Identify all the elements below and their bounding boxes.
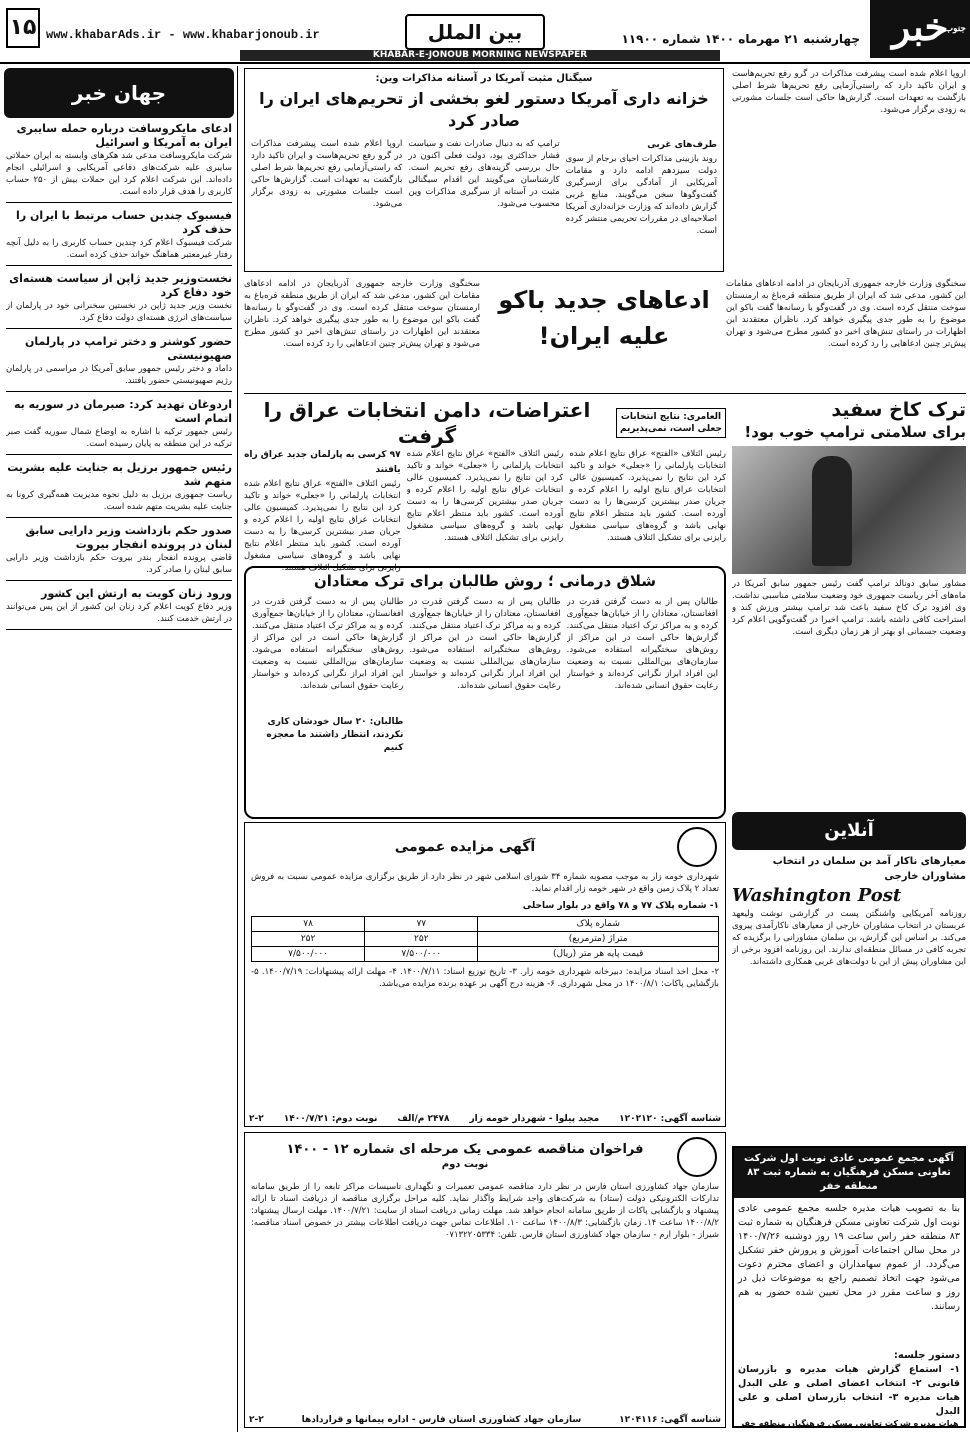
table-row: [252, 947, 719, 962]
taliban-subhead: طالبان: ۲۰ سال خودشان کاری نکردند، انتظار داشتند ما معجزه کنیم: [266, 717, 404, 753]
world-news-sidebar: [4, 68, 234, 1430]
table-header-row: [252, 917, 719, 932]
table-header-cell: شماره پلاک: [478, 917, 719, 932]
auction-table-caption: ۱- شماره پلاک ۷۷ و ۷۸ واقع در بلوار ساحلی: [522, 901, 719, 911]
online-title: آنلاین: [732, 812, 966, 850]
auction-ad: [244, 822, 726, 1127]
taliban-headline: شلاق درمانی ؛ روش طالبان برای ترک معتادان: [313, 572, 657, 590]
assembly-footer: هیات مدیره شرکت تعاونی مسکن فرهنگیان منطقه خفر: [739, 1419, 959, 1428]
sidebar-news-item: [6, 461, 232, 518]
azerbaijan-story: [244, 278, 966, 390]
table-cell: متراژ (مترمربع): [478, 932, 719, 947]
auction-footer-id: شناسه آگهی: ۱۲۰۲۱۲۰: [619, 1114, 721, 1124]
azerbaijan-headline: ادعاهای جدید باکو علیه ایران!: [498, 286, 710, 350]
auction-footer-date: نوبت دوم: ۱۴۰۰/۷/۲۱: [283, 1114, 378, 1124]
taliban-body-col3: طالبان پس از به دست گرفتن قدرت در افغانستان، معتادان را از خیابان‌ها جمع‌آوری کرده و به مراکز ترک اعتیاد منتقل می‌کنند. گزارش‌ها حاکی است در این مراکز از روش‌های سختگیرانه استفاده می‌شود. سازمان‌های بین‌المللی نسبت به وضعیت این افراد ابراز نگرانی کرده‌اند و خواستار رعایت حقوق انسانی شده‌اند.: [252, 597, 404, 691]
sidebar-divider: [237, 66, 238, 1432]
trump-body: مشاور سابق دونالد ترامپ گفت رئیس جمهور سابق آمریکا در ماه‌های آخر ریاست جمهوری خود وضعیت سلامتی مناسبی نداشت. وی افزود ترک کاخ سفید باعث شد ترامپ بیشتر ورزش کند و استراحت کافی داشته باشد. ترامپ اخیرا در گفت‌وگویی اعلام کرد وضعیت جسمانی او بهتر از هر زمان دیگری است.: [732, 579, 966, 637]
sidebar-news-item: [6, 272, 232, 329]
sidebar-item-headline: ادعای مایکروسافت درباره حمله سایبری ایران به آمریکا و اسرائیل: [16, 122, 232, 149]
sidebar-news-item: [6, 587, 232, 630]
azerbaijan-body-left: سخنگوی وزارت خارجه جمهوری آذربایجان در ادامه ادعاهای مقامات این کشور، مدعی شد که ایران از طریق منطقه قره‌باغ به ارمنستان سوخت منتقل کرده است. وی در گفت‌وگو با رسانه‌ها گفت باکو این موضوع را به طور جدی پیگیری خواهد کرد. ناظران معتقدند این اظهارات در راستای تنش‌های اخیر دو کشور مطرح می‌شود و تهران پیش‌تر چنین ادعاهایی را رد کرده است.: [244, 279, 480, 349]
auction-footer-code: ۲۴۷۸ م/الف: [397, 1114, 450, 1124]
lead-body-col2: ترامپ که به دنبال صادرات نفت و سیاست فشار حداکثری بود، دولت فعلی اکنون در حال بررسی گزینه‌های رفع تحریم است. کارشناسان می‌گویند این اقدام سیگنالی مثبت در آستانه از سرگیری مذاکرات وین محسوب می‌شود.: [408, 139, 560, 209]
sidebar-item-body: داماد و دختر رئیس جمهور سابق آمریکا در مراسمی در پارلمان رژیم صهیونیستی حضور یافتند.: [6, 364, 232, 386]
sidebar-item-headline: ورود زنان کویت به ارتش این کشور: [41, 587, 232, 600]
page-number: ۱۵: [6, 8, 40, 48]
logo-text: خبر: [892, 4, 948, 49]
newspaper-logo: [870, 0, 970, 58]
sidebar-item-body: وزیر دفاع کویت اعلام کرد زنان این کشور از این پس می‌توانند در ارتش خدمت کنند.: [6, 602, 232, 624]
table-row: [252, 932, 719, 947]
taliban-body-col1: طالبان پس از به دست گرفتن قدرت در افغانستان، معتادان را از خیابان‌ها جمع‌آوری کرده و به مراکز ترک اعتیاد منتقل می‌کنند. گزارش‌ها حاکی است در این مراکز از روش‌های سختگیرانه استفاده می‌شود. سازمان‌های بین‌المللی نسبت به وضعیت این افراد ابراز نگرانی کرده‌اند و خواستار رعایت حقوق انسانی شده‌اند.: [566, 597, 718, 691]
sidebar-title: جهان خبر: [4, 68, 234, 118]
tender-ad: [244, 1132, 726, 1428]
tender-footer-id: شناسه آگهی: ۱۲۰۴۱۱۶: [619, 1415, 721, 1425]
auction-title: آگهی مزایده عمومی: [394, 838, 536, 855]
trump-headline-line1: ترک کاخ سفید: [831, 399, 966, 421]
table-header-cell: ۷۷: [365, 917, 478, 932]
iraq-body-col3: رئیس ائتلاف «الفتح» عراق نتایج اعلام شده انتخابات پارلمانی را «جعلی» خواند و تاکید کرد این نتایج را نمی‌پذیرد. کمیسیون عالی انتخابات عراق نتایج اولیه را اعلام کرده و جریان صدر بیشترین کرسی‌ها را به دست آورده است. کشور باید منتظر اعلام نتایج نهایی باشد و گروه‌های سیاسی مشغول رایزنی برای تشکیل ائتلاف هستند.: [243, 479, 401, 572]
tender-footer-num: ۲-۲: [249, 1415, 264, 1425]
sidebar-item-headline: رئیس جمهور برزیل به جنایت علیه بشریت متهم شد: [7, 461, 232, 488]
tender-subtitle: نوبت دوم: [441, 1159, 489, 1170]
divider: [244, 393, 966, 394]
tender-body: سازمان جهاد کشاورزی استان فارس در نظر دارد مناقصه عمومی تعمیرات و نگهداری تاسیسات مراکز تابعه را از طریق سامانه تدارکات الکترونیکی دولت (ستاد) به شرکت‌های واجد شرایط واگذار نماید. کلیه مراحل برگزاری مناقصه از دریافت اسناد تا ارائه پیشنهاد و بازگشایی پاکات از طریق سامانه انجام خواهد شد. مهلت زمانی دریافت اسناد از سایت: ۱۴۰۰/۷/۲۱. مهلت ارسال پیشنهاد: ۱۴۰۰/۸/۲ ساعت ۱۴. زمان بازگشایی: ۱۴۰۰/۸/۳ ساعت ۱۰. اطلاعات تماس جهت دریافت اطلاعات بیشتر در خصوص اسناد مناقصه: شیراز - بلوار ارم - سازمان جهاد کشاورزی استان فارس. تلفن: ۰۷۱۳۲۲۰۵۳۳۴: [251, 1182, 720, 1240]
website-urls[interactable]: www.khabarAds.ir - www.khabarjonoub.ir: [46, 28, 320, 42]
lead-body-col1: روند بازبینی مذاکرات احیای برجام از سوی دولت سیزدهم ادامه دارد و مقامات آمریکایی از آمادگی برای ازسرگیری گفت‌وگوها سخن می‌گویند. منابع غربی گزارش داده‌اند که وزارت خزانه‌داری آمریکا اصلاحیه‌ای در مقررات تحریمی منتشر کرده است.: [565, 154, 717, 236]
online-story: [732, 812, 966, 1142]
lead-kicker: سیگنال مثبت آمریکا در آستانه مذاکرات وین:: [375, 73, 593, 84]
online-headline: معیارهای ناکار آمد بن سلمان در انتخاب مشاوران خارجی: [772, 856, 966, 882]
sidebar-item-headline: حضور کوشنر و دختر ترامپ در پارلمان صهیونیستی: [25, 335, 232, 362]
sidebar-item-body: قاضی پرونده انفجار بندر بیروت حکم بازداشت وزیر دارایی سابق لبنان را صادر کرد.: [6, 553, 232, 575]
sidebar-news-item: [6, 335, 232, 392]
auction-footer: [249, 1114, 721, 1124]
sidebar-news-item: [6, 122, 232, 203]
assembly-agenda-title: دستور جلسه:: [893, 1350, 960, 1361]
sidebar-item-headline: فیسبوک چندین حساب مرتبط با ایران را حذف کرد: [16, 209, 232, 236]
sidebar-news-item: [6, 524, 232, 581]
table-cell: ۲۵۲: [365, 932, 478, 947]
trump-headline-line2: برای سلامتی ترامپ خوب بود!: [744, 423, 966, 441]
iraq-headline: اعتراضات، دامن انتخابات عراق را گرفت: [263, 398, 591, 448]
auction-table: [251, 916, 719, 962]
taliban-story: [244, 566, 726, 819]
english-strip: KHABAR-E-JONOUB MORNING NEWSPAPER: [240, 50, 720, 61]
lead-byline: طرف‌های غربی: [647, 140, 717, 150]
table-header-cell: ۷۸: [252, 917, 365, 932]
sidebar-item-body: شرکت مایکروسافت مدعی شد هکرهای وابسته به ایران حملاتی سایبری علیه شرکت‌های دفاعی آمریکایی و اسرائیلی انجام داده‌اند. این شرکت اعلام کرد این حملات بیش از ۲۵۰ حساب کاربری را هدف قرار داده است.: [6, 151, 232, 197]
tender-footer-org: سازمان جهاد کشاورزی استان فارس - اداره پیمانها و قراردادها: [301, 1415, 582, 1425]
lead-story: [244, 68, 724, 272]
auction-footer-num: ۲-۲: [249, 1114, 264, 1124]
iraq-subhead: ۹۷ کرسی به پارلمان جدید عراق راه یافتند: [244, 450, 401, 475]
sidebar-news-item: [6, 398, 232, 455]
iraq-body-col1: رئیس ائتلاف «الفتح» عراق نتایج اعلام شده انتخابات پارلمانی را «جعلی» خواند و تاکید کرد این نتایج را نمی‌پذیرد. کمیسیون عالی انتخابات عراق نتایج اولیه را اعلام کرده و جریان صدر بیشترین کرسی‌ها را به دست آورده است. کشور باید منتظر اعلام نتایج نهایی باشد و گروه‌های سیاسی مشغول رایزنی برای تشکیل ائتلاف هستند.: [569, 449, 726, 543]
tender-title: فراخوان مناقصه عمومی یک مرحله ای شماره ۱۲ - ۱۴۰۰: [286, 1142, 644, 1157]
section-title: بین الملل: [405, 14, 545, 50]
lead-body-col3: اروپا اعلام شده است پیشرفت مذاکرات در گرو رفع تحریم‌هاست و ایران تاکید دارد که راستی‌آزمایی رفع تحریم‌ها شرط اصلی بازگشت به تعهدات است. گزارش‌ها حاکی است جلسات مشورتی به زودی برگزار می‌شود.: [251, 139, 403, 209]
sidebar-item-body: شرکت فیسبوک اعلام کرد چندین حساب کاربری را به دلیل آنچه رفتار غیرمعتبر هماهنگ خواند حذف کرده است.: [6, 238, 232, 260]
sidebar-item-headline: نخست‌وزیر جدید ژاپن از سیاست هسته‌ای خود دفاع کرد: [9, 272, 232, 299]
ministry-seal-icon: [677, 1137, 717, 1177]
tender-footer: [249, 1415, 721, 1425]
table-cell: ۷/۵۰۰/۰۰۰: [365, 947, 478, 962]
masthead: [0, 0, 970, 60]
sidebar-item-body: نخست وزیر جدید ژاپن در نخستین سخنرانی خود در پارلمان از سیاست‌های انرژی هسته‌ای دولت دفاع کرد.: [6, 301, 232, 323]
lead-headline: خزانه داری آمریکا دستور لغو بخشی از تحریم‌های ایران را صادر کرد: [259, 89, 709, 130]
auction-footer-mayor: مجید پیلوا - شهردار خومه زار: [469, 1114, 600, 1124]
municipality-seal-icon: [677, 827, 717, 867]
iraq-story: [243, 398, 726, 572]
header-divider: [0, 62, 970, 64]
issue-dateline: چهارشنبه ۲۱ مهرماه ۱۴۰۰ شماره ۱۱۹۰۰: [621, 32, 860, 46]
online-body: روزنامه آمریکایی واشنگتن پست در گزارشی نوشت ولیعهد عربستان در انتخاب مشاوران خارجی از معیارهای ناکارآمدی پیروی می‌کند. بر اساس این گزارش، بن سلمان مشاورانی را برگزیده که تجربه کافی در مسائل منطقه‌ای ندارند. این روزنامه افزود برخی از این مشاوران پیش از این با دولت‌های غربی همکاری داشته‌اند.: [732, 909, 966, 967]
sidebar-item-body: ریاست جمهوری برزیل به دلیل نحوه مدیریت همه‌گیری کرونا به جنایت علیه بشریت متهم شده است.: [6, 490, 232, 512]
sidebar-news-item: [6, 209, 232, 266]
table-cell: قیمت پایه هر متر (ریال): [478, 947, 719, 962]
auction-intro: شهرداری خومه زار به موجب مصوبه شماره ۳۴ شورای اسلامی شهر در نظر دارد از طریق برگزاری مزایده عمومی نسبت به فروش تعداد ۲ پلاک زمین واقع در شهر خومه زار اقدام نماید.: [251, 872, 720, 894]
assembly-body: بنا به تصویب هیات مدیره جلسه مجمع عمومی عادی نوبت اول شرکت تعاونی مسکن فرهنگیان به شماره ثبت ۸۳ منطقه خفر راس ساعت ۱۹ روز دوشنبه ۱۴۰۰/۷/۲۶ در محل سالن اجتماعات آموزش و پرورش خفر تشکیل می‌گردد. از عموم سهامداران و اعضای محترم دعوت می‌شود جهت اتخاذ تصمیم راجع به موضوعات ذیل در روز و ساعت مقرر در محل تعیین شده حضور به هم رسانند.: [738, 1203, 961, 1312]
iraq-kicker: العامری: نتایج انتخابات جعلی است، نمی‌پذیریم: [616, 408, 726, 438]
table-cell: ۷/۵۰۰/۰۰۰: [252, 947, 365, 962]
assembly-title: آگهی مجمع عمومی عادی نوبت اول شرکت تعاونی مسکن فرهنگیان به شماره ثبت ۸۳ منطقه خفر: [734, 1148, 964, 1198]
trump-photo: [732, 446, 966, 574]
iraq-body-col2: رئیس ائتلاف «الفتح» عراق نتایج اعلام شده انتخابات پارلمانی را «جعلی» خواند و تاکید کرد این نتایج را نمی‌پذیرد. کمیسیون عالی انتخابات عراق نتایج اولیه را اعلام کرده و جریان صدر بیشترین کرسی‌ها را به دست آورده است. کشور باید منتظر اعلام نتایج نهایی باشد و گروه‌های سیاسی مشغول رایزنی برای تشکیل ائتلاف هستند.: [406, 449, 564, 543]
logo-subtext: جنوب: [944, 24, 966, 34]
assembly-agenda: ۱- استماع گزارش هیات مدیره و بازرسان قانونی ۲- انتخاب اعضای اصلی و علی البدل هیات مدیره ۳- انتخاب بازرسان اصلی و علی البدل: [738, 1364, 961, 1417]
washington-post-masthead: Washington Post: [732, 885, 902, 906]
person-silhouette-icon: [812, 456, 852, 566]
table-cell: ۲۵۲: [252, 932, 365, 947]
auction-terms: ۲- محل اخذ اسناد مزایده: دبیرخانه شهرداری خومه زار. ۳- تاریخ توزیع اسناد: ۱۴۰۰/۷/۱۱. ۴- مهلت ارائه پیشنهادات: ۱۴۰۰/۷/۱۹. ۵- بازگشایی پاکات: ۱۴۰۰/۸/۱ در محل شهرداری. ۶- هزینه درج آگهی بر عهده برنده مزایده می‌باشد.: [251, 967, 720, 989]
sidebar-item-headline: صدور حکم بازداشت وزیر دارایی سابق لبنان در پرونده انفجار بیروت: [25, 524, 232, 551]
assembly-ad: [732, 1146, 966, 1428]
top-right-story: اروپا اعلام شده است پیشرفت مذاکرات در گرو رفع تحریم‌هاست و ایران تاکید دارد که راستی‌آزمایی رفع تحریم‌ها شرط اصلی بازگشت به تعهدات است. گزارش‌ها حاکی است جلسات مشورتی به زودی برگزار می‌شود.: [732, 69, 966, 115]
sidebar-item-headline: اردوغان تهدید کرد: صبرمان در سوریه به اتمام است: [13, 398, 232, 425]
azerbaijan-body-right: سخنگوی وزارت خارجه جمهوری آذربایجان در ادامه ادعاهای مقامات این کشور، مدعی شد که ایران از طریق منطقه قره‌باغ به ارمنستان سوخت منتقل کرده است. وی در گفت‌وگو با رسانه‌ها گفت باکو این موضوع را به طور جدی پیگیری خواهد کرد. ناظران معتقدند این اظهارات در راستای تنش‌های اخیر دو کشور مطرح می‌شود و تهران پیش‌تر چنین ادعاهایی را رد کرده است.: [726, 279, 966, 349]
sidebar-item-body: رئیس جمهور ترکیه با اشاره به اوضاع شمال سوریه گفت صبر ترکیه در این منطقه به پایان رسیده است.: [6, 427, 232, 449]
trump-story: [732, 398, 966, 743]
taliban-body-col2: طالبان پس از به دست گرفتن قدرت در افغانستان، معتادان را از خیابان‌ها جمع‌آوری کرده و به مراکز ترک اعتیاد منتقل می‌کنند. گزارش‌ها حاکی است در این مراکز از روش‌های سختگیرانه استفاده می‌شود. سازمان‌های بین‌المللی نسبت به وضعیت این افراد ابراز نگرانی کرده‌اند و خواستار رعایت حقوق انسانی شده‌اند.: [409, 597, 561, 691]
